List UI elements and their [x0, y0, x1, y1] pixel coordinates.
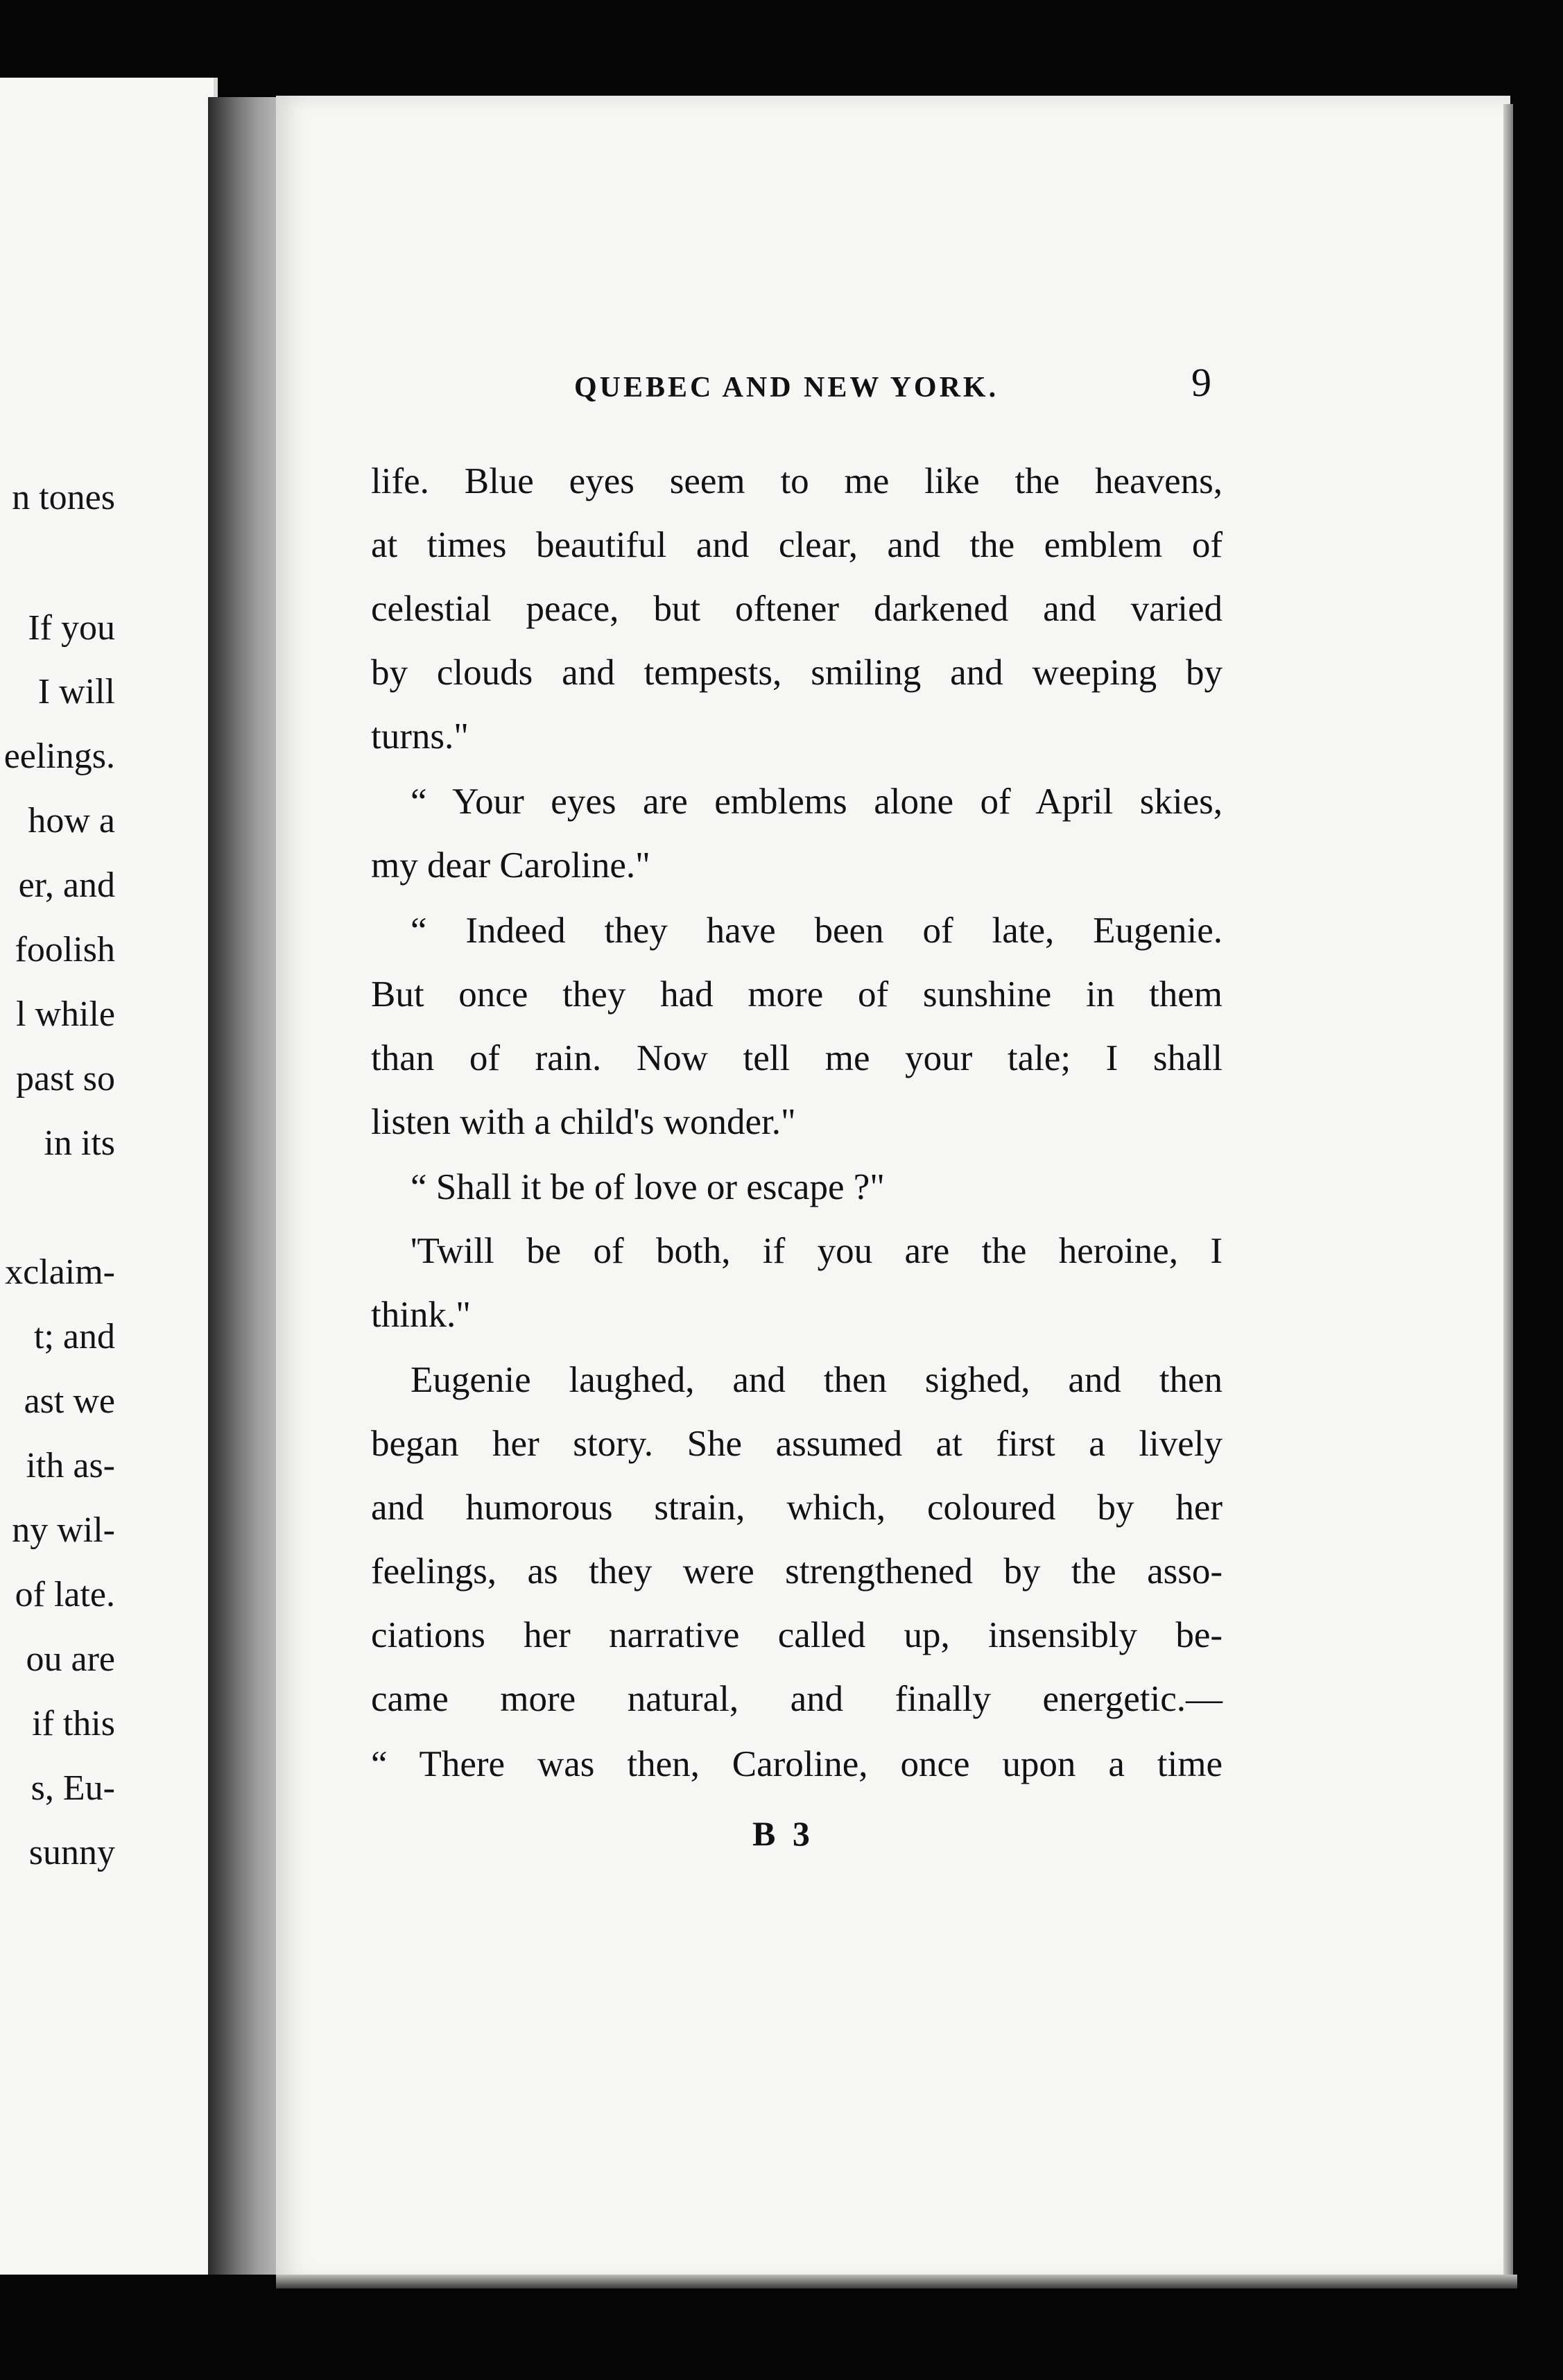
left-page-line: foolish	[15, 930, 115, 969]
left-page-line: if this	[32, 1704, 115, 1743]
body-line: “ Your eyes are emblems alone of April skies,	[411, 782, 1223, 822]
left-page-line: ast we	[24, 1381, 115, 1421]
left-page-line: how a	[28, 801, 115, 840]
left-page-line: past so	[16, 1059, 115, 1098]
left-page-line: er, and	[18, 865, 115, 905]
body-line: 'Twill be of both, if you are the heroine, I	[411, 1231, 1223, 1271]
body-line: “ There was then, Caroline, once upon a time	[371, 1744, 1223, 1784]
body-line: celestial peace, but oftener darkened and varied	[371, 589, 1223, 629]
book-gutter	[208, 97, 283, 2275]
body-line: than of rain. Now tell me your tale; I shall	[371, 1038, 1223, 1078]
left-page-line: in its	[44, 1123, 115, 1163]
body-line: came more natural, and finally energetic.—	[371, 1679, 1223, 1719]
left-page-line: ith as-	[26, 1446, 115, 1485]
body-line: ciations her narrative called up, insensibly be-	[371, 1615, 1223, 1655]
left-page-line: n tones	[12, 478, 115, 517]
left-page-line: I will	[37, 672, 115, 712]
body-line: But once they had more of sunshine in them	[371, 974, 1223, 1015]
left-page-line: l while	[16, 994, 115, 1034]
body-line: “ Indeed they have been of late, Eugenie.	[411, 911, 1223, 951]
body-line: at times beautiful and clear, and the emblem of	[371, 525, 1223, 565]
page-edge	[1503, 104, 1513, 2288]
left-page-line: sunny	[28, 1833, 115, 1872]
body-line: and humorous strain, which, coloured by her	[371, 1488, 1223, 1528]
page-bottom-edge	[276, 2275, 1517, 2288]
body-line: feelings, as they were strengthened by the asso-	[371, 1551, 1223, 1592]
body-line: Eugenie laughed, and then sighed, and then	[411, 1360, 1223, 1400]
page-number: 9	[1191, 360, 1211, 405]
running-head: QUEBEC AND NEW YORK.	[574, 372, 999, 404]
left-page-line: xclaim-	[5, 1252, 115, 1292]
left-page-line: s, Eu-	[31, 1768, 115, 1808]
body-line: my dear Caroline."	[371, 845, 650, 886]
left-page-line: t; and	[34, 1317, 115, 1356]
body-line: listen with a child's wonder."	[371, 1102, 796, 1142]
body-line: turns."	[371, 716, 469, 757]
body-line: life. Blue eyes seem to me like the heavens,	[371, 461, 1223, 501]
previous-page-fragment	[0, 78, 218, 2275]
left-page-line: eelings.	[3, 736, 115, 776]
body-line: think."	[371, 1295, 471, 1335]
left-page-line: If you	[28, 608, 115, 648]
left-page-line: ou are	[26, 1639, 115, 1679]
signature-mark: B 3	[752, 1814, 814, 1853]
body-line: “ Shall it be of love or escape ?"	[411, 1167, 885, 1207]
left-page-line: ny wil-	[12, 1510, 115, 1550]
left-page-line: of late.	[15, 1575, 115, 1614]
body-line: by clouds and tempests, smiling and weeping by	[371, 653, 1223, 693]
body-line: began her story. She assumed at first a lively	[371, 1424, 1223, 1464]
